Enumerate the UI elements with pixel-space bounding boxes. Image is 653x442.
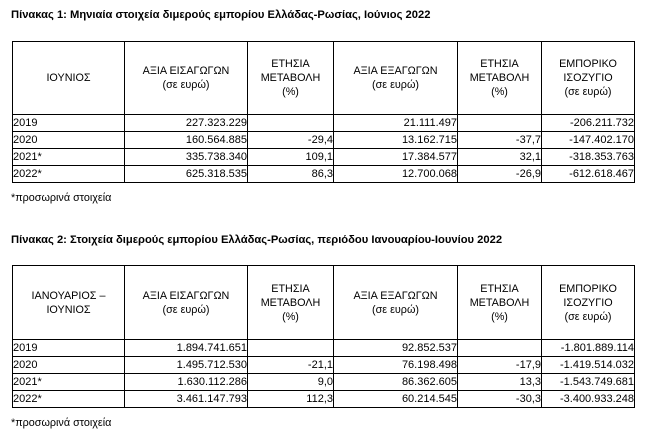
- imports-cell: 1.894.741.651: [125, 340, 248, 357]
- table-row: [13, 357, 635, 374]
- header-imports: ΑΞΙΑ ΕΙΣΑΓΩΓΩΝ (σε ευρώ): [125, 266, 248, 340]
- table-row: [13, 374, 635, 391]
- balance-cell: -1.543.749.681: [542, 374, 635, 391]
- header-exports-change: ΕΤΗΣΙΑ ΜΕΤΑΒΟΛΗ (%): [458, 42, 542, 115]
- exports-cell: 92.852.537: [334, 340, 458, 357]
- table2-header-row: [13, 266, 635, 340]
- table-row: [13, 115, 635, 132]
- exports-change-cell: [458, 115, 542, 132]
- balance-cell: -3.400.933.248: [542, 391, 635, 408]
- exports-change-cell: -17,9: [458, 357, 542, 374]
- exports-cell: 21.111.497: [334, 115, 458, 132]
- balance-cell: -318.353.763: [542, 149, 635, 166]
- exports-cell: 76.198.498: [334, 357, 458, 374]
- imports-cell: 1.630.112.286: [125, 374, 248, 391]
- header-exports: ΑΞΙΑ ΕΞΑΓΩΓΩΝ (σε ευρώ): [334, 42, 458, 115]
- exports-change-cell: -37,7: [458, 132, 542, 149]
- table-row: [13, 166, 635, 183]
- imports-change-cell: -21,1: [248, 357, 334, 374]
- header-exports-change: ΕΤΗΣΙΑ ΜΕΤΑΒΟΛΗ (%): [458, 266, 542, 340]
- table-row: [13, 340, 635, 357]
- imports-cell: 160.564.885: [125, 132, 248, 149]
- header-balance: ΕΜΠΟΡΙΚΟ ΙΣΟΖΥΓΙΟ (σε ευρώ): [542, 42, 635, 115]
- imports-change-cell: -29,4: [248, 132, 334, 149]
- balance-cell: -147.402.170: [542, 132, 635, 149]
- table-row: [13, 391, 635, 408]
- table2: [12, 265, 635, 408]
- year-cell: 2021*: [13, 374, 125, 391]
- exports-cell: 13.162.715: [334, 132, 458, 149]
- exports-change-cell: [458, 340, 542, 357]
- year-cell: 2021*: [13, 149, 125, 166]
- header-period: ΙΑΝΟΥΑΡΙΟΣ – ΙΟΥΝΙΟΣ: [13, 266, 125, 340]
- imports-change-cell: 86,3: [248, 166, 334, 183]
- table2-note: *προσωρινά στοιχεία: [11, 417, 112, 429]
- exports-cell: 86.362.605: [334, 374, 458, 391]
- exports-change-cell: -26,9: [458, 166, 542, 183]
- table2-caption: Πίνακας 2: Στοιχεία διμερούς εμπορίου Ελλάδας-Ρωσίας, περιόδου Ιανουαρίου-Ιουνίου 2022: [11, 234, 503, 246]
- imports-cell: 335.738.340: [125, 149, 248, 166]
- exports-cell: 17.384.577: [334, 149, 458, 166]
- table1-note: *προσωρινά στοιχεία: [11, 192, 112, 204]
- exports-cell: 60.214.545: [334, 391, 458, 408]
- exports-change-cell: 13,3: [458, 374, 542, 391]
- imports-cell: 227.323.229: [125, 115, 248, 132]
- balance-cell: -1.801.889.114: [542, 340, 635, 357]
- table1: [12, 41, 635, 183]
- year-cell: 2022*: [13, 391, 125, 408]
- imports-cell: 3.461.147.793: [125, 391, 248, 408]
- header-period: ΙΟΥΝΙΟΣ: [13, 42, 125, 115]
- balance-cell: -206.211.732: [542, 115, 635, 132]
- year-cell: 2019: [13, 340, 125, 357]
- header-imports-change: ΕΤΗΣΙΑ ΜΕΤΑΒΟΛΗ (%): [248, 42, 334, 115]
- imports-change-cell: 9,0: [248, 374, 334, 391]
- table1-header-row: [13, 42, 635, 115]
- year-cell: 2019: [13, 115, 125, 132]
- header-imports: ΑΞΙΑ ΕΙΣΑΓΩΓΩΝ (σε ευρώ): [125, 42, 248, 115]
- balance-cell: -1.419.514.032: [542, 357, 635, 374]
- header-imports-change: ΕΤΗΣΙΑ ΜΕΤΑΒΟΛΗ (%): [248, 266, 334, 340]
- exports-change-cell: 32,1: [458, 149, 542, 166]
- year-cell: 2022*: [13, 166, 125, 183]
- imports-change-cell: [248, 340, 334, 357]
- year-cell: 2020: [13, 132, 125, 149]
- imports-change-cell: 112,3: [248, 391, 334, 408]
- year-cell: 2020: [13, 357, 125, 374]
- imports-cell: 1.495.712.530: [125, 357, 248, 374]
- imports-change-cell: [248, 115, 334, 132]
- header-exports: ΑΞΙΑ ΕΞΑΓΩΓΩΝ (σε ευρώ): [334, 266, 458, 340]
- imports-cell: 625.318.535: [125, 166, 248, 183]
- balance-cell: -612.618.467: [542, 166, 635, 183]
- exports-change-cell: -30,3: [458, 391, 542, 408]
- imports-change-cell: 109,1: [248, 149, 334, 166]
- table1-caption: Πίνακας 1: Μηνιαία στοιχεία διμερούς εμπορίου Ελλάδας-Ρωσίας, Ιούνιος 2022: [11, 9, 431, 21]
- table-row: [13, 132, 635, 149]
- header-balance: ΕΜΠΟΡΙΚΟ ΙΣΟΖΥΓΙΟ (σε ευρώ): [542, 266, 635, 340]
- exports-cell: 12.700.068: [334, 166, 458, 183]
- table-row: [13, 149, 635, 166]
